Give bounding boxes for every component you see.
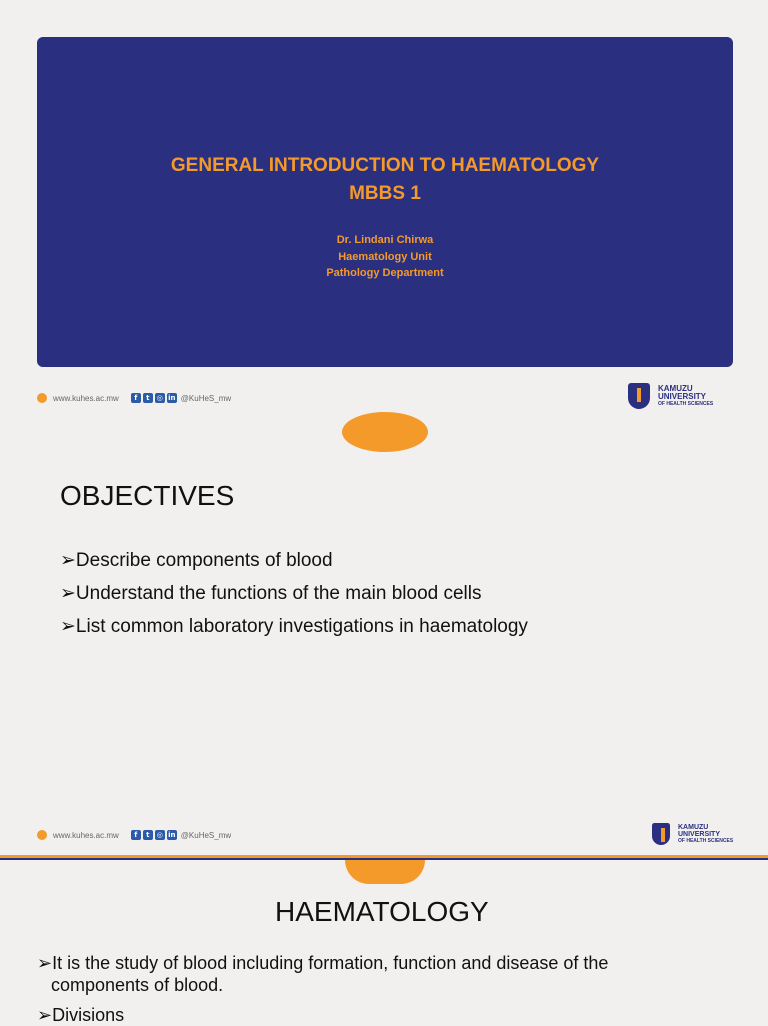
linkedin-icon[interactable]: in <box>168 831 176 839</box>
instagram-icon[interactable]: ◎ <box>156 394 163 402</box>
objective-item: ➢List common laboratory investigations in haematology <box>60 616 528 637</box>
logo-line2: UNIVERSITY <box>658 392 707 402</box>
logo-line1: KAMUZU <box>678 824 709 832</box>
twitter-icon[interactable]: t <box>143 830 153 840</box>
social-handle: @KuHeS_mw <box>180 393 232 403</box>
social-handle: @KuHeS_mw <box>180 830 232 840</box>
logo-line2: UNIVERSITY <box>678 831 721 839</box>
slide-subtitle: MBBS 1 <box>349 183 421 204</box>
linkedin-icon[interactable]: in <box>168 394 176 402</box>
objective-text: Describe components of blood <box>75 550 333 571</box>
university-logo <box>628 383 713 409</box>
divisions-item: ➢Divisions <box>37 1005 125 1025</box>
social-icons <box>131 393 177 403</box>
department-name: Pathology Department <box>326 267 444 279</box>
definition-item: ➢It is the study of blood including formation, function and disease of the <box>37 953 609 973</box>
definition-continuation: components of blood. <box>51 975 224 995</box>
logo-line3: OF HEALTH SCIENCES <box>678 837 734 844</box>
divisions-text: Divisions <box>52 1005 125 1025</box>
slide-title: GENERAL INTRODUCTION TO HAEMATOLOGY <box>170 155 600 176</box>
website-link[interactable]: www.kuhes.ac.mw <box>53 393 119 403</box>
orange-half-ellipse <box>345 860 425 884</box>
haematology-heading: HAEMATOLOGY <box>275 896 489 927</box>
website-link[interactable]: www.kuhes.ac.mw <box>53 830 119 840</box>
objective-item: ➢Describe components of blood <box>60 550 333 571</box>
title-banner <box>37 37 733 367</box>
slide-footer <box>37 823 737 847</box>
shield-icon <box>628 383 650 409</box>
objective-item: ➢Understand the functions of the main blood cells <box>60 583 482 604</box>
facebook-icon[interactable]: f <box>131 393 141 403</box>
instagram-icon[interactable]: ◎ <box>156 831 163 839</box>
globe-icon <box>37 393 47 403</box>
logo-line1: KAMUZU <box>658 383 693 393</box>
definition-text: It is the study of blood including formation, function and disease of the <box>52 953 609 973</box>
globe-icon <box>37 830 47 840</box>
objectives-heading: OBJECTIVES <box>60 480 235 511</box>
university-logo <box>652 823 733 845</box>
orange-ellipse <box>342 412 428 452</box>
author-name: Dr. Lindani Chirwa <box>336 234 434 246</box>
unit-name: Haematology Unit <box>338 251 432 263</box>
social-icons <box>131 830 177 840</box>
objective-text: List common laboratory investigations in haematology <box>75 616 528 637</box>
twitter-icon[interactable]: t <box>143 393 153 403</box>
facebook-icon[interactable]: f <box>131 830 141 840</box>
shield-icon <box>652 823 670 845</box>
logo-line3: OF HEALTH SCIENCES <box>658 400 714 407</box>
objective-text: Understand the functions of the main blood cells <box>75 583 482 604</box>
